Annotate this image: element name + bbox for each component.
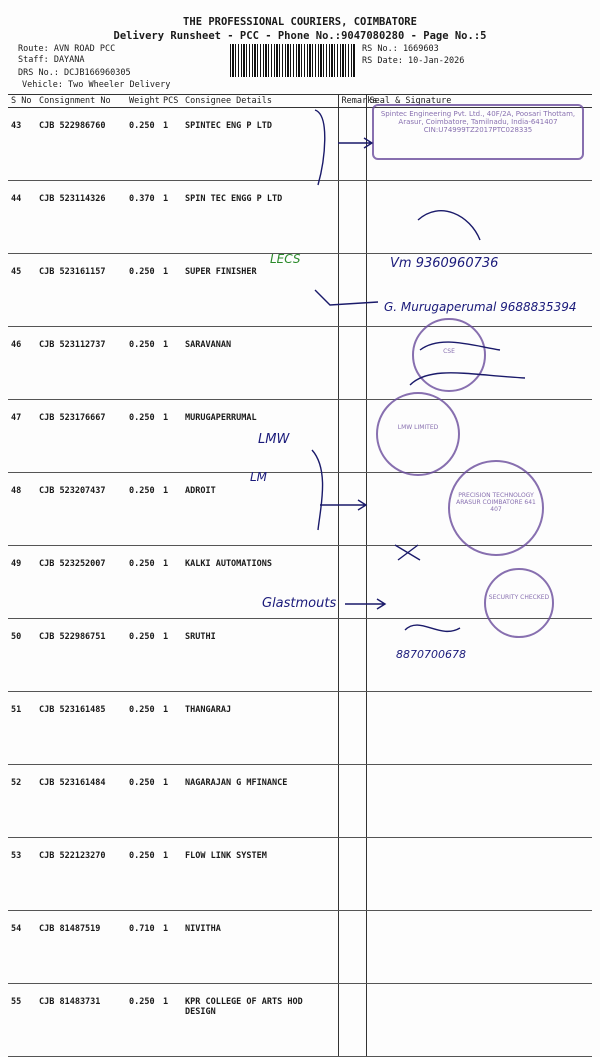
- table-row: [8, 838, 592, 911]
- row-weight: 0.250: [126, 327, 160, 400]
- signature: [395, 545, 420, 560]
- table-row: [8, 911, 592, 984]
- row-consignment-no: CJB 523161157: [36, 254, 126, 327]
- row-consignee: KPR COLLEGE OF ARTS HOD DESIGN: [182, 984, 338, 1057]
- row-consignee: FLOW LINK SYSTEM: [182, 838, 338, 911]
- circular-seal: CSE: [412, 318, 486, 392]
- drs-number: DRS No.: DCJB166960305: [18, 68, 131, 78]
- row-consignment-no: CJB 81483731: [36, 984, 126, 1057]
- company-stamp: Spintec Engineering Pvt. Ltd., 40F/2A, Poosari Thottam, Arasur, Coimbatore, Tamilnadu, India-641407 CIN:U74999TZ2017PTC028335: [372, 104, 584, 160]
- row-remarks: [338, 984, 366, 1057]
- row-consignee: MURUGAPERRUMAL: [182, 400, 338, 473]
- row-consignment-no: CJB 523114326: [36, 181, 126, 254]
- col-consignment: Consignment No: [36, 95, 126, 108]
- row-pcs: 1: [160, 400, 182, 473]
- row-consignee: NAGARAJAN G MFINANCE: [182, 765, 338, 838]
- row-consignment-no: CJB 523161485: [36, 692, 126, 765]
- handwritten-remark: Glastmouts: [262, 596, 337, 611]
- col-remarks: Remarks: [338, 95, 366, 108]
- col-weight: Weight: [126, 95, 160, 108]
- row-consignee: NIVITHA: [182, 911, 338, 984]
- row-consignee: ADROIT: [182, 473, 338, 546]
- row-sno: 49: [8, 546, 36, 619]
- signature: [418, 211, 480, 240]
- arrow-mark: [320, 500, 366, 510]
- row-consignment-no: CJB 81487519: [36, 911, 126, 984]
- row-consignee: SPIN TEC ENGG P LTD: [182, 181, 338, 254]
- signature: [410, 373, 525, 385]
- signature: [405, 625, 460, 631]
- row-pcs: 1: [160, 254, 182, 327]
- row-consignee: SARAVANAN: [182, 327, 338, 400]
- row-consignee: SUPER FINISHER: [182, 254, 338, 327]
- row-pcs: 1: [160, 619, 182, 692]
- row-weight: 0.250: [126, 765, 160, 838]
- row-sno: 47: [8, 400, 36, 473]
- row-weight: 0.250: [126, 838, 160, 911]
- row-consignment-no: CJB 523252007: [36, 546, 126, 619]
- row-sno: 51: [8, 692, 36, 765]
- row-consignment-no: CJB 523161484: [36, 765, 126, 838]
- vehicle-label: Vehicle: Two Wheeler Delivery: [22, 80, 171, 90]
- table-row: [8, 984, 592, 1057]
- arrow-mark: [338, 138, 372, 148]
- document-title: THE PROFESSIONAL COURIERS, COIMBATORE: [183, 16, 417, 28]
- route-label: Route: AVN ROAD PCC: [18, 44, 116, 54]
- row-consignee: KALKI AUTOMATIONS: [182, 546, 338, 619]
- row-weight: 0.250: [126, 546, 160, 619]
- row-seal-signature: [366, 838, 592, 911]
- arrow-mark: [345, 599, 385, 609]
- row-weight: 0.250: [126, 108, 160, 181]
- row-weight: 0.370: [126, 181, 160, 254]
- row-weight: 0.250: [126, 692, 160, 765]
- row-consignment-no: CJB 522986760: [36, 108, 126, 181]
- row-sno: 46: [8, 327, 36, 400]
- row-sno: 48: [8, 473, 36, 546]
- col-pcs: PCS: [160, 95, 182, 108]
- row-pcs: 1: [160, 108, 182, 181]
- row-pcs: 1: [160, 473, 182, 546]
- col-signature: Seal & Signature: [366, 95, 592, 108]
- staff-label: Staff: DAYANA: [18, 55, 85, 65]
- row-weight: 0.250: [126, 400, 160, 473]
- bracket-mark: [312, 450, 323, 530]
- row-pcs: 1: [160, 546, 182, 619]
- row-remarks: [338, 911, 366, 984]
- rs-number: RS No.: 1669603: [362, 44, 439, 54]
- row-consignment-no: CJB 522986751: [36, 619, 126, 692]
- row-sno: 45: [8, 254, 36, 327]
- row-sno: 50: [8, 619, 36, 692]
- col-sno: S No: [8, 95, 36, 108]
- row-weight: 0.250: [126, 619, 160, 692]
- row-consignment-no: CJB 522123270: [36, 838, 126, 911]
- bracket-mark: [315, 110, 325, 185]
- row-seal-signature: [366, 984, 592, 1057]
- row-consignment-no: CJB 523176667: [36, 400, 126, 473]
- row-pcs: 1: [160, 327, 182, 400]
- handwritten-remark: LECS: [270, 252, 301, 266]
- row-weight: 0.250: [126, 254, 160, 327]
- handwritten-phone: G. Murugaperumal 9688835394: [384, 300, 577, 314]
- row-sno: 55: [8, 984, 36, 1057]
- row-consignee: SRUTHI: [182, 619, 338, 692]
- handwritten-phone: 8870700678: [396, 648, 466, 661]
- row-seal-signature: [366, 911, 592, 984]
- signature: [420, 342, 500, 350]
- row-sno: 53: [8, 838, 36, 911]
- row-weight: 0.250: [126, 473, 160, 546]
- row-sno: 52: [8, 765, 36, 838]
- handwritten-remark: LMW: [258, 432, 290, 447]
- row-consignment-no: CJB 523112737: [36, 327, 126, 400]
- row-pcs: 1: [160, 765, 182, 838]
- row-weight: 0.710: [126, 911, 160, 984]
- row-weight: 0.250: [126, 984, 160, 1057]
- circular-seal: SECURITY CHECKED: [484, 568, 554, 638]
- handwritten-phone: Vm 9360960736: [390, 256, 499, 271]
- row-pcs: 1: [160, 911, 182, 984]
- row-sno: 43: [8, 108, 36, 181]
- row-pcs: 1: [160, 181, 182, 254]
- row-pcs: 1: [160, 984, 182, 1057]
- row-consignee: SPINTEC ENG P LTD: [182, 108, 338, 181]
- handwritten-remark: LM: [250, 470, 268, 484]
- row-consignment-no: CJB 523207437: [36, 473, 126, 546]
- row-consignee: THANGARAJ: [182, 692, 338, 765]
- row-sno: 44: [8, 181, 36, 254]
- arrow-mark: [315, 290, 378, 305]
- circular-seal: LMW LIMITED: [376, 392, 460, 476]
- rs-date: RS Date: 10-Jan-2026: [362, 56, 465, 66]
- row-pcs: 1: [160, 838, 182, 911]
- row-pcs: 1: [160, 692, 182, 765]
- row-remarks: [338, 838, 366, 911]
- row-sno: 54: [8, 911, 36, 984]
- col-consignee: Consignee Details: [182, 95, 338, 108]
- document-subtitle: Delivery Runsheet - PCC - Phone No.:9047080280 - Page No.:5: [113, 30, 487, 42]
- circular-seal: PRECISION TECHNOLOGY ARASUR COIMBATORE 641 407: [448, 460, 544, 556]
